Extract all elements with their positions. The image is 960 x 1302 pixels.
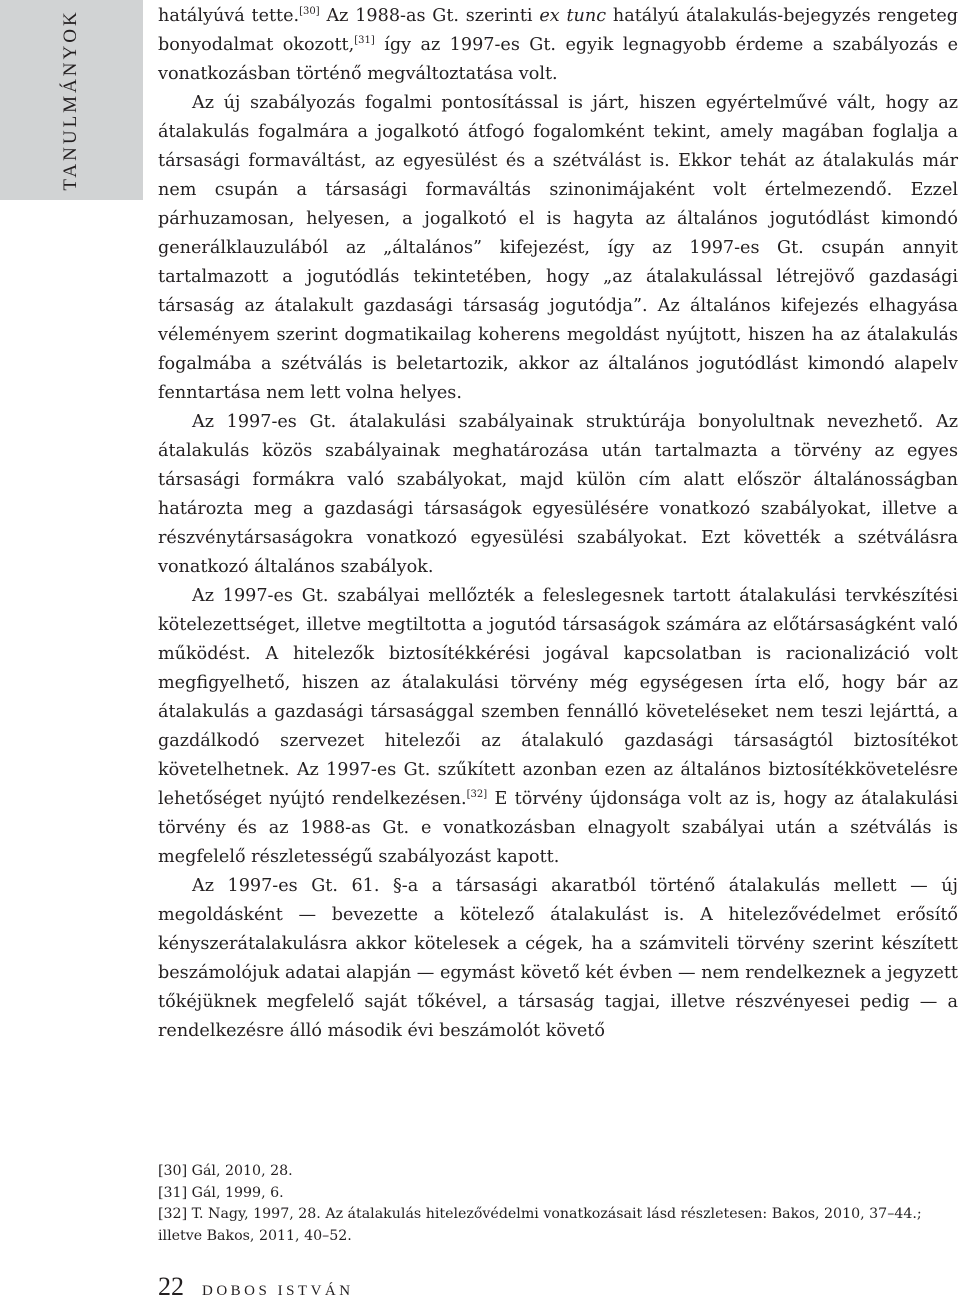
- section-tab: [0, 0, 143, 200]
- page-footer: [158, 1272, 354, 1302]
- text-run: Az 1997-es Gt. 61. §-a a társasági akaratból történő átalakulás mellett — új megoldásként — bevezette a kötelező átalakulást is. A hitelezővédelmet erősítő kényszerátalakulásra akkor kötelesek a cégek, ha a számviteli törvény szerint készített beszámolójuk adatai alapján — egymást követő két évben — nem rendelkeznek a jegyzett tőkéjüknek megfelelő saját tőkével, a társaság tagjai, illetve részvényesei pedig — a rendelkezésre álló második évi beszámolót követő: [158, 876, 958, 1041]
- paragraph: [158, 582, 958, 872]
- footnote: [30] Gál, 2010, 28.: [158, 1163, 293, 1179]
- text-run: így az 1997-es Gt. egyik legnagyobb érdeme a szabályozás e vonatkozásban történő megváltoztatása volt.: [158, 35, 958, 84]
- running-author: DOBOS ISTVÁN: [202, 1283, 354, 1299]
- text-run: Az 1997-es Gt. átalakulási szabályainak struktúrája bonyolultnak nevezhető. Az átalakulás közös szabályainak meghatározása után tartalmazta a törvény az egyes társasági formákra való szabályokat, majd külön cím alatt először általánosságban határozta meg a gazdasági társaságok egyesülésére vonatkozó szabályokat, illetve a részvénytársaságokra vonatkozó egyesülési szabályokat. Ezt követték a szétválásra vonatkozó általános szabályok.: [158, 412, 958, 577]
- text-run: Az új szabályozás fogalmi pontosítással is járt, hiszen egyértelművé vált, hogy az átalakulás fogalmára a jogalkotó átfogó fogalomként tekint, amely magában foglalja a társasági formaváltást, az egyesülést és a szétválást is. Ekkor tehát az átalakulás már nem csupán a társasági formaváltás szinonimájaként volt értelmezendő. Ezzel párhuzamosan, helyesen, a jogalkotó el is hagyta az általános jogutódlást kimondó generálklauzulából az „általános” kifejezést, így az 1997-es Gt. csupán annyit tartalmazott a jogutódlás tekintetében, hogy „az átalakulással létrejövő gazdasági társaság az átalakult gazdasági társaság jogutódja”. Az általános kifejezés elhagyása véleményem szerint dogmatikailag koherens megoldást nyújtott, hiszen ha az átalakulás fogalmába a szétválás is beletartozik, akkor az általános jogutódlást kimondó alapelv fenntartása nem lett volna helyes.: [158, 93, 958, 403]
- text-run: hatályú átalakulás-bejegyzés rengeteg bonyodalmat okozott,: [158, 6, 959, 55]
- footnote-ref: [30]: [299, 6, 320, 17]
- footnotes: [158, 1161, 958, 1247]
- text-run: E törvény újdonsága volt az is, hogy az átalakulási törvény és az 1988-as Gt. e vonatkozásban elnagyolt szabályai után a szétválás is megfelelő részletességű szabályozást kapott.: [158, 789, 959, 867]
- paragraph: [158, 89, 958, 408]
- footnote: [32] T. Nagy, 1997, 28. Az átalakulás hitelezővédelmi vonatkozásait lásd részletesen: Bakos, 2010, 37–44.; illetve Bakos, 2011, 40–52.: [158, 1206, 922, 1244]
- text-run: Az 1997-es Gt. szabályai mellőzték a feleslegesnek tartott átalakulási tervkészítési kötelezettséget, illetve megtiltotta a jogutód társaságok számára az előtársaságként való működést. A hitelezők biztosítékkérési jogával kapcsolatban is racionalizáció volt megfigyelhető, hiszen az átalakulási törvény még egységesen írta elő, hogy bár az átalakulás a gazdasági társasággal szemben fennálló követeléseket nem teszi lejárttá, a gazdálkodó szervezet hitelezői az átalakuló gazdasági társaságtól biztosítékot követelhetnek. Az 1997-es Gt. szűkített azonban ezen az általános biztosítékkövetelésre lehetőséget nyújtó rendelkezésen.: [158, 586, 958, 809]
- paragraph: [158, 872, 958, 1046]
- section-label: TANULMÁNYOK: [60, 9, 81, 191]
- text-run: hatályúvá tette.: [158, 6, 300, 26]
- body-text: [158, 2, 958, 1046]
- footnote: [31] Gál, 1999, 6.: [158, 1184, 284, 1201]
- footnote-ref: [31]: [354, 35, 375, 46]
- paragraph: [158, 408, 958, 582]
- paragraph: [158, 2, 958, 89]
- page-number: 22: [158, 1272, 184, 1301]
- footnote-ref: [32]: [466, 789, 488, 800]
- text-run: Az 1988-as Gt. szerinti: [319, 6, 540, 26]
- italic-term: ex tunc: [539, 6, 607, 26]
